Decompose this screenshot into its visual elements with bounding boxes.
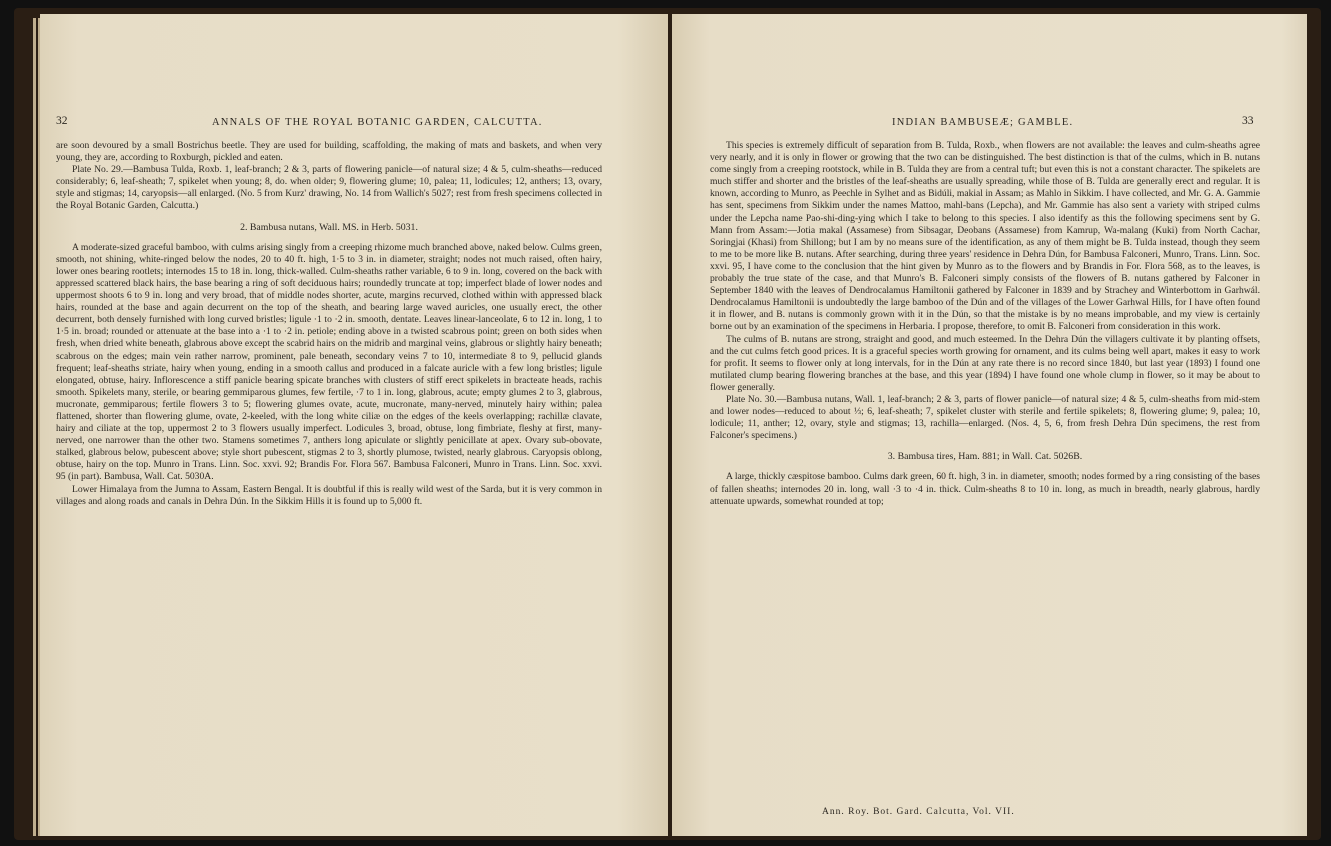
paragraph: A large, thickly cæspitose bamboo. Culms dark green, 60 ft. high, 3 in. in diameter, smooth; nodes formed by a ring consisting of the bases of fallen sheaths; internodes 20 in. long, wall ·3 to ·4 in. thick. Culm-sheaths 8 to 10 in. long, as much in breadth, nearly glabrous, hardly attenuate upwards, somewhat rounded at top; — [710, 471, 1260, 507]
right-page — [672, 14, 1307, 836]
paragraph: are soon devoured by a small Bostrichus beetle. They are used for building, scaffolding, the making of mats and baskets, and when very young, they are, according to Roxburgh, pickled and eaten. — [56, 140, 602, 164]
paragraph: Lower Himalaya from the Jumna to Assam, Eastern Bengal. It is doubtful if this is really wild west of the Sarda, but it is very common in villages and along roads and canals in Dehra Dún. In the Sikkim Hills it is found up to 5,000 ft. — [56, 483, 602, 507]
page-number: 33 — [1242, 115, 1254, 127]
page-edge — [33, 18, 36, 836]
text-column — [56, 140, 602, 508]
paragraph: Plate No. 30.—Bambusa nutans, Wall. 1, leaf-branch; 2 & 3, parts of flower panicle—of natural size; 4 & 5, culm-sheaths from mid-stem and lower nodes—reduced to about ⅓; 6, leaf-sheath; 7, spikelet cluster with sterile and fertile spikelets; 8, flowering glume; 9, palea; 10, lodicule; 11, anther; 12, ovary, style and stigmas; 13, rachilla—enlarged. (Nos. 4, 5, 6, from fresh Dehra Dún specimens, the rest from Falconer's specimens.) — [710, 393, 1260, 442]
paragraph: The culms of B. nutans are strong, straight and good, and much esteemed. In the Dehra Dún the villagers cultivate it by planting offsets, and the cut culms fetch good prices. It is a graceful species worth growing for ornament, and its culms being well apart, makes it easy to work for profit. It seems to flower only at long intervals, for in the Dún at any rate there is no record since 1840, but last year (1893) I found one mutilated clump bearing flowering branches at the base, and this year (1894) I have found one whole clump in flower, so it may be about to flower generally. — [710, 333, 1260, 393]
section-heading: 3. Bambusa tires, Ham. 881; in Wall. Cat. 5026B. — [887, 451, 1083, 463]
paragraph: A moderate-sized graceful bamboo, with culms arising singly from a creeping rhizome much branched above, naked below. Culms green, smooth, not shining, white-ringed below the nodes, 20 to 40 ft. high, 1·5 to 3 in. in diameter, straight; nodes not much raised, often hairy, lower ones bearing rootlets; internodes 15 to 18 in. long, thick-walled. Culm-sheaths rather variable, 6 to 9 in. long, covered on the back with appressed scattered black hairs, the base bearing a ring of soft deciduous hairs; roundedly truncate at top; imperfect blade of lower nodes and uppermost shoots 6 to 9 in. long and very broad, that of middle nodes shorter, acute, margins recurved, clothed within with appressed black hairs, rounded at the base and again decurrent on the top of the sheath, and bearing large waved auricles, one usually erect, the other decurrent, both densely furnished with long curved bristles; ligule ·1 to ·2 in. smooth, dentate. Leaves linear-lanceolate, 6 to 12 in. long, 1 to 1·5 in. broad; rounded or attenuate at the base into a ·1 to ·2 in. petiole; ending above in a twisted scabrous point; green on both sides when fresh, when dried white beneath, glabrous above except the scabrid hairs on the midrib and marginal veins, glabrous or slightly hairy beneath; scabrous on the edges; main vein rather narrow, prominent, pale beneath, secondary veins 7 to 10, intermediate 8 to 9, pellucid glands frequent; leaf-sheaths striate, hairy when young, ending in a smooth callus and produced in a falcate auricle with a few long bristles; ligule elongated, obtuse, hairy. Inflorescence a stiff panicle bearing spicate branches with clusters of stiff erect spikelets in bracteate heads, rachis smooth. Spikelets many, sterile, or bearing gemmiparous glumes, few fertile, ·7 to 1 in. long, glabrous, acute; empty glumes 2 to 3, glabrous, mucronate, gemmiparous; fertile flowers 3 to 5; flowering glumes ovate, acute, mucronate, many-nerved, minutely hairy within; palea flattened, shorter than flowering glume, ovate, 2-keeled, with the long white ciliæ on the edges of the keels overlapping; rachillæ clavate, hairy and ciliate at the top, uppermost 2 to 3 flowers usually imperfect. Lodicules 3, broad, obtuse, long fimbriate, fleshy at first, many-nerved, one narrower than the other two. Stamens sometimes 7, anthers long apiculate or slightly penicillate at apex. Ovary sub-obovate, stalked, glabrous below, pubescent above; style short pubescent, stigmas 2 to 3, shortly plumose, twisted, nearly glabrous. Caryopsis oblong, obtuse, hairy on the top. Munro in Trans. Linn. Soc. xxvi. 92; Brandis For. Flora 567. Bambusa Falconeri, Munro in Trans. Linn. Soc. xxvi. 95 (in part). Bambusa, Wall. Cat. 5030A. — [56, 241, 602, 483]
running-head: ANNALS OF THE ROYAL BOTANIC GARDEN, CALCUTTA. — [212, 117, 543, 128]
running-head: INDIAN BAMBUSEÆ; GAMBLE. — [892, 117, 1074, 128]
page-footer: Ann. Roy. Bot. Gard. Calcutta, Vol. VII. — [822, 807, 1015, 817]
text-column — [710, 140, 1260, 508]
left-page — [40, 14, 668, 836]
paragraph: Plate No. 29.—Bambusa Tulda, Roxb. 1, leaf-branch; 2 & 3, parts of flowering panicle—of natural size; 4 & 5, culm-sheaths—reduced considerably; 6, leaf-sheath; 7, spikelet when young; 8, do. when older; 9, flowering glume; 10, palea; 11, lodicules; 12, anthers; 13, ovary, style and stigmas; 14, caryopsis—all enlarged. (No. 5 from Kurz' drawing, No. 14 from Wallich's 5027; rest from fresh specimens collected in the Royal Botanic Garden, Calcutta.) — [56, 164, 602, 212]
paragraph: This species is extremely difficult of separation from B. Tulda, Roxb., when flowers are not available: the leaves and culm-sheaths agree very nearly, and it is only in flower or growing that the two can be distinguished. The best distinction is that of the culms, which in B. nutans come singly from a creeping rootstock, while in B. Tulda they are from a central tuft; but even this is not a constant character. The spikelets are much stiffer and shorter and the bristles of the leaf-sheaths are usually spreading, while those of B. Tulda are generally erect and regular. It is known, according to Munro, as Peechle in Sylhet and as Bidúli, makial in Assam; as Mahlo in Sikkim. I have collected, and Mr. G. A. Gammie has sent, specimens from Sikkim under the names Mattoo, mahl-bans (Lepcha), and Mr. Gammie has also sent a variety with striped culms under the Lepcha name Pao-shi-ding-ying which I take to belong to this species. I also identify as this the following specimens sent by G. Mann from Assam:—Jotia makal (Assamese) from Sibsagar, Deobans (Assamese) from Kamrup, Wa-malang (Kuki) from North Cachar, Soringjai (Khasi) from Shillong; but I am by no means sure of the identification, as any of them might be B. Tulda instead, though they seem to me to be more like B. nutans. After searching, during three years' residence in Dehra Dún, for Bambusa Falconeri, Munro, Trans. Linn. Soc. xxvi. 95, I have come to the conclusion that the hint given by Munro as to the flowers and by Brandis in For. Flora 568, as to the leaves, is probably the true state of the case, and that Munro's B. Falconeri simply consists of the flowers of B. nutans gathered by Falconer in September 1840 with the leaves of Dendrocalamus Hamiltonii gathered by Falconer in 1839 and by Strachey and Winterbottom in Garhwál. Dendrocalamus Hamiltonii is undoubtedly the large bamboo of the Dún and of the villages of the Lower Garhwal Hills, for I have often found it in flower, and B. nutans is commonly grown with it in the Dún, so that the mistake is by no means improbable, and my view is certainly borne out by an examination of the specimens in Herbaria. I propose, therefore, to omit B. Falconeri from consideration in this work. — [710, 140, 1260, 333]
section-heading: 2. Bambusa nutans, Wall. MS. in Herb. 5031. — [240, 221, 418, 233]
page-number: 32 — [56, 115, 68, 127]
